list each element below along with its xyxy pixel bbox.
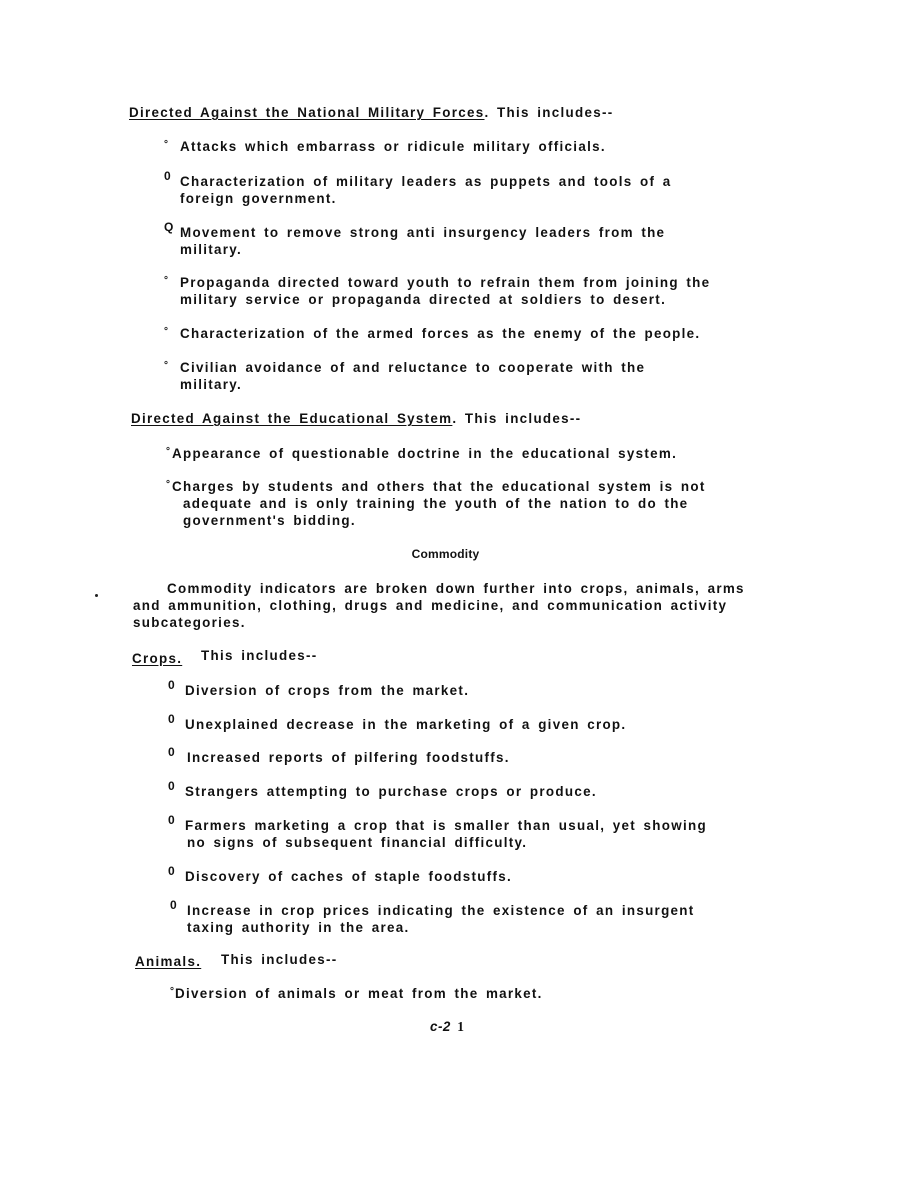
list-item: Characterization of military leaders as puppets and tools of a — [180, 174, 672, 189]
bullet-marker: 0 — [168, 712, 176, 726]
list-item: Strangers attempting to purchase crops or produce. — [185, 784, 597, 799]
list-item-continuation: military service or propaganda directed at soldiers to desert. — [180, 292, 667, 307]
animals-intro: This includes-- — [221, 952, 338, 967]
military-heading-line — [129, 104, 614, 121]
education-heading-line — [131, 410, 581, 427]
bullet-marker: 0 — [168, 745, 176, 759]
commodity-paragraph-line: and ammunition, clothing, drugs and medicine, and communication activity — [133, 598, 728, 613]
bullet-marker: 0 — [168, 779, 176, 793]
list-item: Increase in crop prices indicating the existence of an insurgent — [187, 903, 695, 918]
commodity-paragraph-line: subcategories. — [133, 615, 246, 630]
bullet-marker: ° — [164, 139, 170, 150]
bullet-marker: ° — [166, 479, 172, 490]
list-item: Appearance of questionable doctrine in the educational system. — [172, 446, 678, 461]
crops-intro: This includes-- — [201, 648, 318, 663]
bullet-marker: ° — [164, 326, 170, 337]
list-item-continuation: military. — [180, 242, 243, 257]
bullet-marker: 0 — [168, 864, 176, 878]
list-item-continuation: foreign government. — [180, 191, 337, 206]
bullet-marker: Q — [164, 220, 175, 234]
bullet-marker: ° — [164, 360, 170, 371]
education-heading: Directed Against the Educational System — [131, 411, 453, 426]
list-item: Diversion of crops from the market. — [185, 683, 470, 698]
bullet-marker: 0 — [170, 898, 178, 912]
military-intro: . This includes-- — [484, 105, 614, 120]
commodity-title: Commodity — [411, 547, 480, 561]
page-number — [430, 1018, 464, 1035]
stray-mark — [95, 594, 98, 597]
bullet-marker: ° — [164, 275, 170, 286]
bullet-marker: ° — [170, 986, 176, 997]
list-item: Characterization of the armed forces as the enemy of the people. — [180, 326, 701, 341]
bullet-marker: 0 — [168, 813, 176, 827]
page-number-suffix: 1 — [457, 1019, 465, 1034]
commodity-paragraph-line: Commodity indicators are broken down further into crops, animals, arms — [167, 581, 745, 596]
list-item-continuation: military. — [180, 377, 243, 392]
bullet-marker: ° — [166, 446, 172, 457]
list-item: Propaganda directed toward youth to refrain them from joining the — [180, 275, 711, 290]
page-number-prefix: c-2 — [430, 1019, 451, 1034]
list-item-continuation: adequate and is only training the youth of the nation to do the — [183, 496, 689, 511]
bullet-marker: 0 — [168, 678, 176, 692]
list-item-continuation: government's bidding. — [183, 513, 356, 528]
list-item: Farmers marketing a crop that is smaller than usual, yet showing — [185, 818, 707, 833]
list-item-continuation: taxing authority in the area. — [187, 920, 410, 935]
list-item: Movement to remove strong anti insurgency leaders from the — [180, 225, 666, 240]
education-intro: . This includes-- — [452, 411, 582, 426]
military-heading: Directed Against the National Military Forces — [129, 105, 485, 120]
bullet-marker: 0 — [164, 169, 172, 183]
animals-heading: Animals. — [135, 954, 202, 969]
list-item: Increased reports of pilfering foodstuffs. — [187, 750, 510, 765]
list-item-continuation: no signs of subsequent financial difficulty. — [187, 835, 528, 850]
list-item: Attacks which embarrass or ridicule military officials. — [180, 139, 606, 154]
list-item: Diversion of animals or meat from the market. — [175, 986, 543, 1001]
list-item: Discovery of caches of staple foodstuffs. — [185, 869, 512, 884]
list-item: Charges by students and others that the educational system is not — [172, 479, 706, 494]
list-item: Civilian avoidance of and reluctance to cooperate with the — [180, 360, 646, 375]
list-item: Unexplained decrease in the marketing of a given crop. — [185, 717, 627, 732]
crops-heading: Crops. — [132, 651, 183, 666]
